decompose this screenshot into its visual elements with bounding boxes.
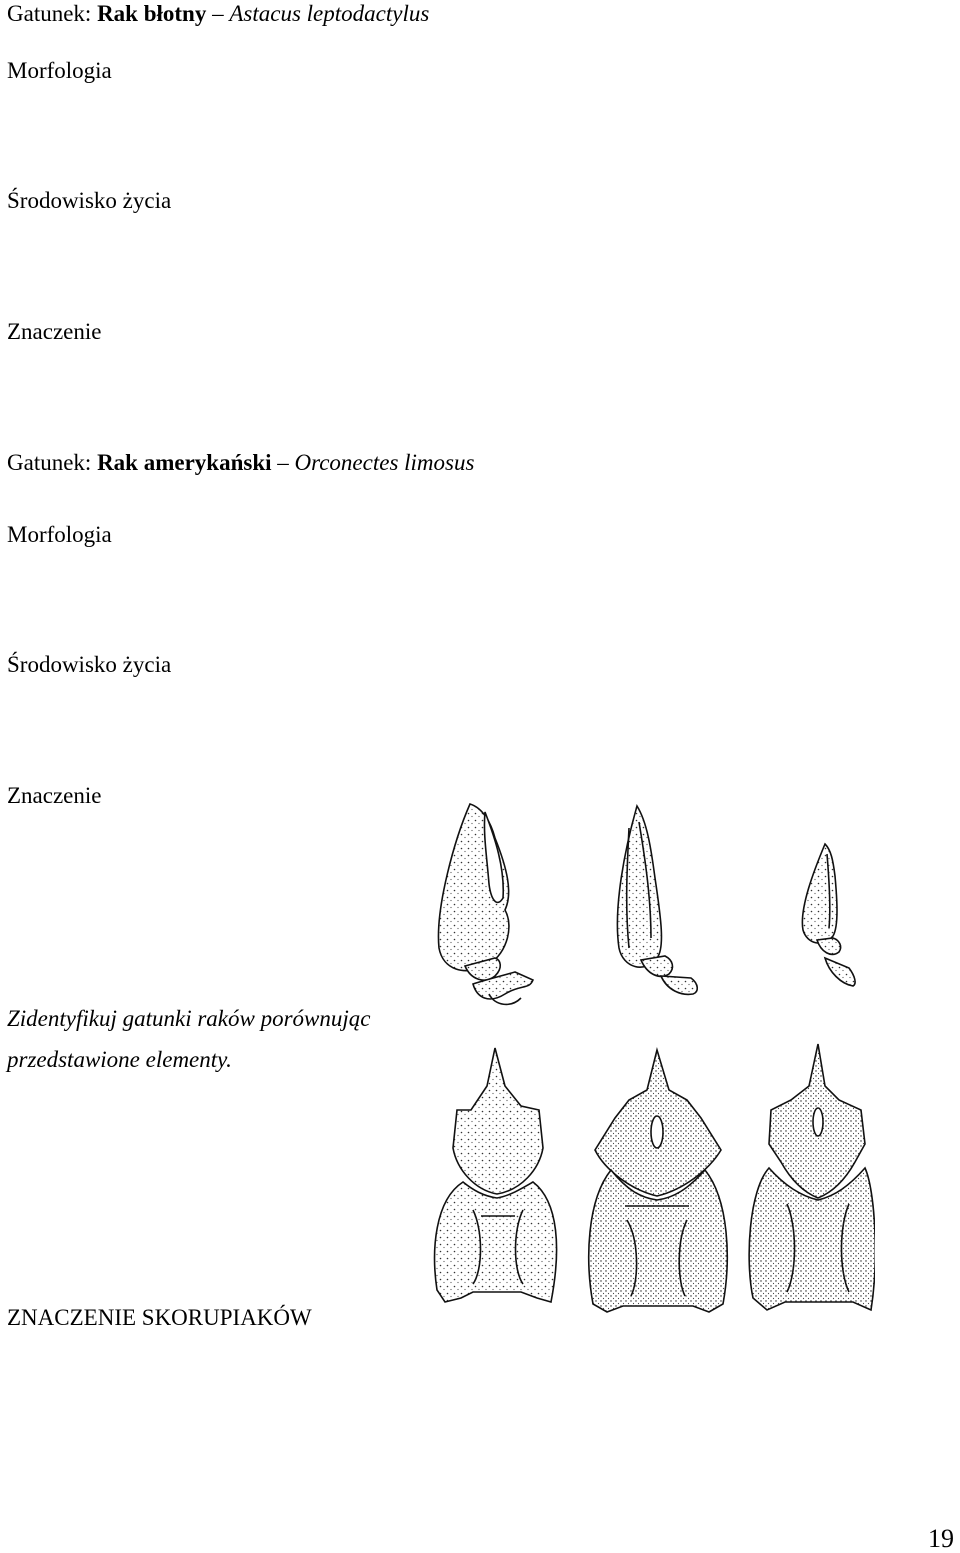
carapaces-figure <box>425 1040 875 1315</box>
species2-common-name: Rak amerykański <box>97 450 272 475</box>
claw-illustration-2 <box>617 806 697 994</box>
task-line-1: Zidentyfikuj gatunki raków porównując <box>7 1006 371 1031</box>
species2-genus-label: Gatunek: <box>7 450 92 475</box>
species1-latin-name: Astacus leptodactylus <box>229 1 430 26</box>
species1-common-name: Rak błotny <box>97 1 207 26</box>
species2-morphology-label: Morfologia <box>7 522 112 547</box>
claws-figure <box>425 798 875 1020</box>
species2-dash: – <box>277 450 289 475</box>
carapace-illustration-1 <box>435 1048 557 1302</box>
species2-latin-name: Orconectes limosus <box>294 450 475 475</box>
carapace-illustration-2 <box>589 1050 727 1312</box>
species2-heading <box>7 449 474 477</box>
species1-morphology-label: Morfologia <box>7 58 112 83</box>
species1-genus-label: Gatunek: <box>7 1 92 26</box>
claw-illustration-1 <box>438 804 533 1004</box>
species1-heading <box>7 0 429 28</box>
carapace-illustration-3 <box>749 1044 875 1310</box>
species1-dash: – <box>212 1 224 26</box>
species1-significance-label: Znaczenie <box>7 319 102 344</box>
task-line-2: przedstawione elementy. <box>7 1047 232 1072</box>
page-number: 19 <box>928 1524 954 1553</box>
claw-illustration-3 <box>802 844 855 986</box>
task-instructions <box>7 998 427 1080</box>
section-heading: ZNACZENIE SKORUPIAKÓW <box>7 1305 312 1330</box>
species1-habitat-label: Środowisko życia <box>7 188 172 213</box>
species2-habitat-label: Środowisko życia <box>7 652 172 677</box>
species2-significance-label: Znaczenie <box>7 783 102 808</box>
